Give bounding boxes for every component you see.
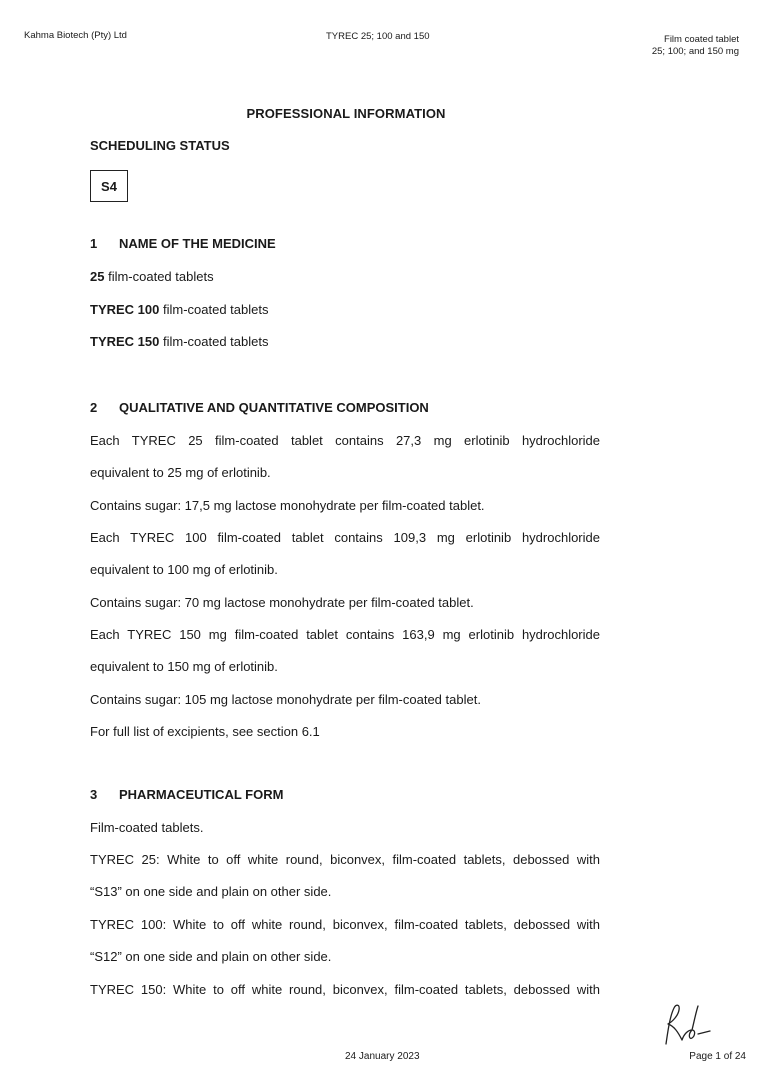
form-line: TYREC 25: White to off white round, biconvex, film-coated tablets, debossed with [90, 852, 600, 867]
header-form [652, 34, 739, 58]
form-line: TYREC 150: White to off white round, biconvex, film-coated tablets, debossed with [90, 982, 600, 997]
form-line: “S13” on one side and plain on other side. [90, 884, 332, 899]
section-number: 2 [90, 400, 98, 415]
medicine-name-item [90, 334, 268, 349]
composition-line: Contains sugar: 105 mg lactose monohydrate per film-coated tablet. [90, 692, 481, 707]
section-1-heading [90, 236, 276, 251]
schedule-status: S4 [101, 178, 117, 194]
medicine-name-item [90, 302, 268, 317]
section-title: PHARMACEUTICAL FORM [119, 787, 284, 802]
page-number: Page 1 of 24 [689, 1051, 746, 1062]
composition-line: equivalent to 100 mg of erlotinib. [90, 562, 278, 577]
form-line: “S12” on one side and plain on other side. [90, 949, 332, 964]
section-title: QUALITATIVE AND QUANTITATIVE COMPOSITION [119, 400, 429, 415]
section-number: 3 [90, 787, 98, 802]
section-number: 1 [90, 236, 98, 251]
composition-line: Contains sugar: 17,5 mg lactose monohydrate per film-coated tablet. [90, 498, 485, 513]
signature-image [652, 1000, 712, 1050]
medicine-name-rest: film-coated tablets [159, 334, 269, 349]
composition-line: Each TYREC 150 mg film-coated tablet contains 163,9 mg erlotinib hydrochloride [90, 627, 600, 642]
medicine-name-bold: TYREC 100 [90, 302, 160, 317]
composition-line: Contains sugar: 70 mg lactose monohydrate per film-coated tablet. [90, 595, 474, 610]
composition-line: equivalent to 150 mg of erlotinib. [90, 659, 278, 674]
composition-line: Each TYREC 25 film-coated tablet contains 27,3 mg erlotinib hydrochloride [90, 433, 600, 448]
header-form-line2: 25; 100; and 150 mg [651, 46, 739, 57]
medicine-name-item [90, 269, 214, 284]
medicine-name-rest: film-coated tablets [159, 302, 269, 317]
composition-line: equivalent to 25 mg of erlotinib. [90, 465, 271, 480]
header-company: Kahma Biotech (Pty) Ltd [24, 30, 127, 41]
page-title: PROFESSIONAL INFORMATION [246, 106, 446, 121]
medicine-name-bold: 25 [90, 269, 105, 284]
header-product: TYREC 25; 100 and 150 [326, 31, 430, 42]
excipients-reference: For full list of excipients, see section 6.1 [90, 724, 320, 739]
medicine-name-bold: TYREC 150 [90, 334, 160, 349]
section-3-heading [90, 787, 283, 802]
composition-line: Each TYREC 100 film-coated tablet contains 109,3 mg erlotinib hydrochloride [90, 530, 600, 545]
scheduling-heading: SCHEDULING STATUS [90, 138, 230, 153]
medicine-name-rest: film-coated tablets [104, 269, 214, 284]
form-line: Film-coated tablets. [90, 820, 204, 835]
schedule-status-box [90, 170, 128, 202]
footer-date: 24 January 2023 [345, 1051, 420, 1062]
section-title: NAME OF THE MEDICINE [119, 236, 276, 251]
form-line: TYREC 100: White to off white round, biconvex, film-coated tablets, debossed with [90, 917, 600, 932]
section-2-heading [90, 400, 429, 415]
header-form-line1: Film coated tablet [664, 34, 739, 45]
